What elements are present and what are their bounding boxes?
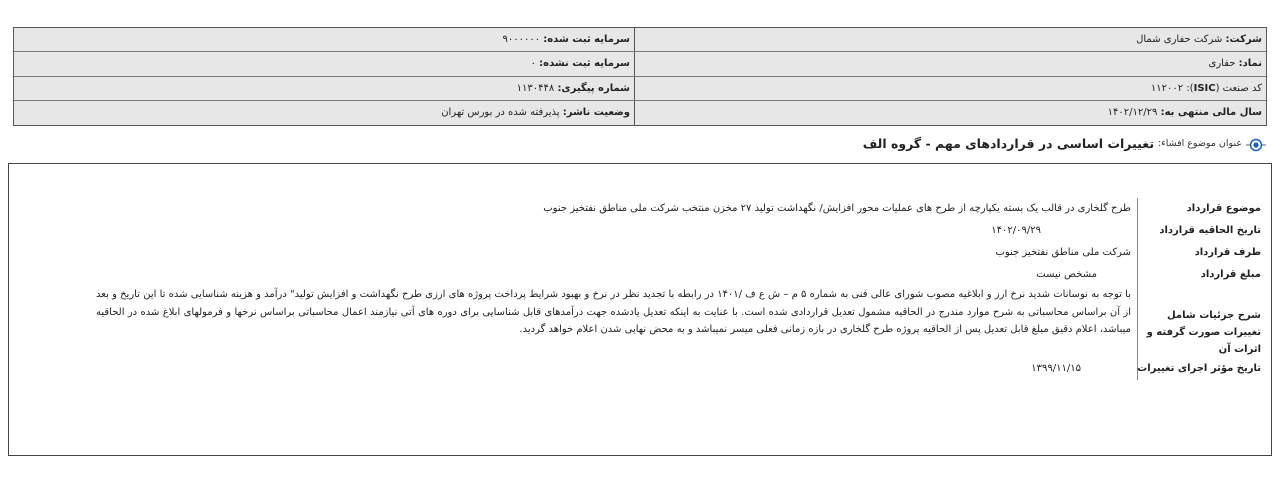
detail-value: مشخص نیست bbox=[1036, 269, 1097, 280]
publisher-status-label: وضعیت ناشر: bbox=[562, 106, 630, 118]
company-cell bbox=[635, 28, 1266, 52]
disclosure-title bbox=[863, 136, 1266, 151]
fiscal-year-label: سال مالی منتهی به: bbox=[1160, 106, 1262, 118]
fiscal-year-value: ۱۴۰۲/۱۲/۲۹ bbox=[1107, 106, 1158, 118]
detail-row bbox=[96, 264, 1261, 286]
detail-value: شرکت ملی مناطق نفتخیز جنوب bbox=[995, 247, 1131, 258]
publisher-status-value: پذیرفته شده در بورس تهران bbox=[441, 106, 560, 118]
company-info-table bbox=[13, 27, 1267, 126]
fiscal-year-cell bbox=[635, 101, 1266, 125]
detail-label: شرح جزئیات شامل تغییرات صورت گرفته و اثرات آن bbox=[1137, 286, 1261, 358]
subject-label: عنوان موضوع افشاء: bbox=[1158, 138, 1242, 149]
detail-row bbox=[96, 198, 1261, 220]
isic-label-bold: ISIC bbox=[1193, 82, 1216, 94]
isic-label-pre: کد صنعت ( bbox=[1215, 82, 1262, 94]
detail-label: تاریخ مؤثر اجرای تغییرات bbox=[1137, 358, 1261, 380]
tracking-value: ۱۱۳۰۴۴۸ bbox=[516, 82, 555, 94]
detail-value: ۱۴۰۲/۰۹/۲۹ bbox=[991, 225, 1041, 236]
isic-value: ۱۱۲۰۰۲ bbox=[1150, 82, 1184, 94]
registered-capital-value: ۹۰۰۰۰۰۰ bbox=[502, 34, 541, 45]
symbol-cell bbox=[635, 52, 1266, 76]
company-value: شرکت حفاری شمال bbox=[1136, 34, 1223, 45]
registered-capital-label: سرمایه ثبت شده: bbox=[543, 34, 630, 45]
tracking-cell bbox=[14, 77, 635, 101]
tracking-label: شماره پیگیری: bbox=[557, 82, 630, 94]
unregistered-capital-value: ۰ bbox=[530, 58, 536, 70]
detail-value: ۱۳۹۹/۱۱/۱۵ bbox=[1031, 363, 1081, 374]
publisher-status-cell bbox=[14, 101, 635, 125]
detail-value: با توجه به نوسانات شدید نرخ ارز و ابلاغیه مصوب شورای عالی فنی به شماره ۵ م – ش ع ف /۱۴۰۱ در رابطه با تجدید نظر در نرخ و بهبود شرایط پرداخت پروژه های ارزی طرح نگهداشت و افزایش تولید" درآمد و هزینه شناسایی شده تا این تاریخ و بعد از آن براساس محاسباتی به شرح موارد مندرج در الحاقیه مشمول تعدیل قراردادی شده است. با عنایت به اینکه تعدیل یادشده جهت درآمدهای قابل شناسایی برای دوره های آتی نیازمند اعمال محاسباتی براساس نرخها و فرمولهای ابلاغ شده در الحاقیه میباشد، اعلام دقیق مبلغ قابل تعدیل پس از الحاقیه پروژه طرح گلخاری در بازه زمانی فعلی میسر نمیباشد و به محض نهایی شدن اعلام خواهد گردید. bbox=[96, 289, 1131, 335]
symbol-label: نماد: bbox=[1238, 58, 1262, 70]
isic-cell bbox=[635, 77, 1266, 101]
detail-row bbox=[96, 242, 1261, 264]
company-label: شرکت: bbox=[1225, 34, 1262, 45]
detail-row bbox=[96, 286, 1261, 358]
detail-label: مبلغ قرارداد bbox=[1137, 264, 1261, 286]
unregistered-capital-cell bbox=[14, 52, 635, 76]
symbol-value: حفاری bbox=[1208, 58, 1236, 70]
detail-label: تاریخ الحاقیه قرارداد bbox=[1137, 220, 1261, 242]
unregistered-capital-label: سرمایه ثبت نشده: bbox=[539, 58, 630, 70]
detail-row bbox=[96, 220, 1261, 242]
detail-value: طرح گلخاری در قالب یک بسته یکپارچه از طرح های عملیات محور افزایش/ نگهداشت تولید ۲۷ مخزن منتخب شرکت ملی مناطق نفتخیز جنوب bbox=[543, 203, 1131, 214]
isic-label-post: ): bbox=[1186, 82, 1194, 94]
detail-label: موضوع قرارداد bbox=[1137, 198, 1261, 220]
detail-row bbox=[96, 358, 1261, 380]
detail-label: طرف قرارداد bbox=[1137, 242, 1261, 264]
contract-details-box bbox=[8, 163, 1272, 456]
target-bullet-icon bbox=[1246, 137, 1266, 151]
registered-capital-cell bbox=[14, 28, 635, 52]
contract-details bbox=[96, 198, 1261, 380]
subject-value: تغییرات اساسی در قراردادهای مهم - گروه الف bbox=[862, 136, 1155, 151]
